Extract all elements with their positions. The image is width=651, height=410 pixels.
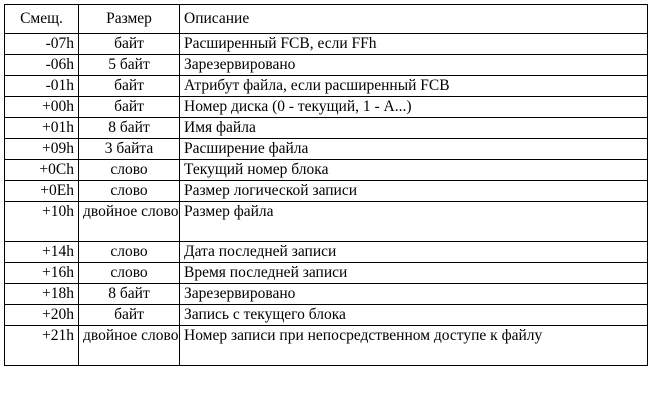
header-offset: Смещ.	[5, 5, 79, 34]
table-row	[5, 326, 648, 366]
table-row	[5, 118, 648, 139]
table-row	[5, 181, 648, 202]
cell-offset: +0Ch	[5, 160, 79, 181]
table-row	[5, 284, 648, 305]
header-size: Размер	[79, 5, 180, 34]
cell-size: слово	[79, 242, 180, 263]
cell-description: Размер логической записи	[180, 181, 648, 202]
table-row	[5, 139, 648, 160]
cell-description: Номер записи при непосредственном доступе к файлу	[180, 326, 648, 366]
cell-description: Номер диска (0 - текущий, 1 - A...)	[180, 97, 648, 118]
cell-description: Запись с текущего блока	[180, 305, 648, 326]
cell-size: слово	[79, 263, 180, 284]
cell-description: Расширение файла	[180, 139, 648, 160]
table-row	[5, 263, 648, 284]
cell-description: Размер файла	[180, 202, 648, 242]
cell-size: двойное слово	[79, 202, 180, 242]
cell-description: Время последней записи	[180, 263, 648, 284]
cell-offset: -01h	[5, 76, 79, 97]
cell-size: байт	[79, 305, 180, 326]
cell-offset: +16h	[5, 263, 79, 284]
table-header-row	[5, 5, 648, 34]
cell-size: двойное слово	[79, 326, 180, 366]
cell-size: слово	[79, 160, 180, 181]
cell-offset: +20h	[5, 305, 79, 326]
cell-description: Текущий номер блока	[180, 160, 648, 181]
cell-offset: +18h	[5, 284, 79, 305]
table-row	[5, 242, 648, 263]
cell-offset: +09h	[5, 139, 79, 160]
cell-offset: +21h	[5, 326, 79, 366]
cell-size: 5 байт	[79, 55, 180, 76]
table-row	[5, 34, 648, 55]
cell-offset: +00h	[5, 97, 79, 118]
table-row	[5, 202, 648, 242]
cell-size: 8 байт	[79, 118, 180, 139]
cell-size: 8 байт	[79, 284, 180, 305]
cell-size: байт	[79, 34, 180, 55]
cell-size: байт	[79, 76, 180, 97]
cell-size: слово	[79, 181, 180, 202]
cell-description: Расширенный FCB, если FFh	[180, 34, 648, 55]
cell-offset: +10h	[5, 202, 79, 242]
table-row	[5, 305, 648, 326]
cell-offset: +01h	[5, 118, 79, 139]
table-row	[5, 160, 648, 181]
cell-size: байт	[79, 97, 180, 118]
cell-description: Имя файла	[180, 118, 648, 139]
cell-description: Зарезервировано	[180, 284, 648, 305]
cell-description: Зарезервировано	[180, 55, 648, 76]
cell-size: 3 байта	[79, 139, 180, 160]
cell-offset: -07h	[5, 34, 79, 55]
table-row	[5, 76, 648, 97]
cell-description: Атрибут файла, если расширенный FCB	[180, 76, 648, 97]
cell-offset: +14h	[5, 242, 79, 263]
cell-offset: +0Eh	[5, 181, 79, 202]
cell-offset: -06h	[5, 55, 79, 76]
cell-description: Дата последней записи	[180, 242, 648, 263]
table-row	[5, 55, 648, 76]
header-description: Описание	[180, 5, 648, 34]
fcb-structure-table	[4, 4, 648, 366]
table-row	[5, 97, 648, 118]
